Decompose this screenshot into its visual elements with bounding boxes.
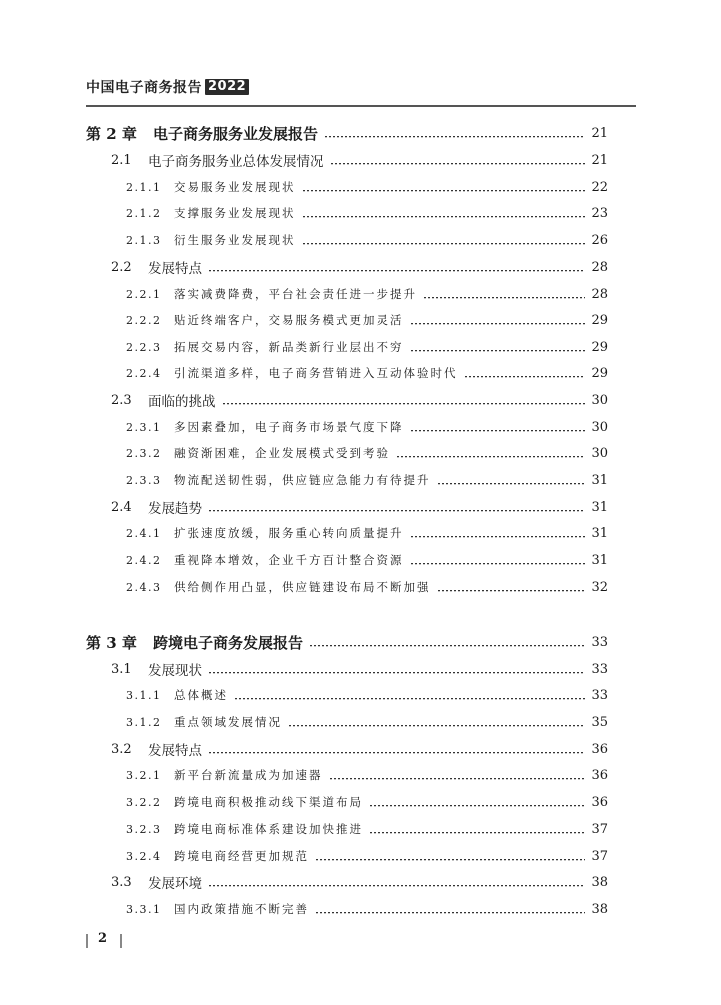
toc-entry[interactable]: [0, 898, 721, 920]
toc-leader-dots: [302, 216, 585, 219]
toc-entry[interactable]: [0, 522, 721, 544]
toc-entry-page: 32: [591, 579, 608, 595]
toc-entry-title: 电子商务服务业总体发展情况: [148, 154, 324, 170]
toc-entry-number: 3.2.4: [126, 849, 162, 863]
toc-leader-dots: [234, 698, 585, 701]
toc-entry[interactable]: [0, 549, 721, 571]
toc-leader-dots: [423, 297, 585, 300]
toc-entry-number: 第 2 章: [86, 124, 137, 143]
toc-entry-page: 26: [591, 232, 608, 248]
toc-entry-title: 跨境电商标准体系建设加快推进: [174, 822, 363, 836]
toc-entry-number: 3.1.2: [126, 715, 162, 729]
toc-entry-title: 贴近终端客户，交易服务模式更加灵活: [174, 313, 404, 327]
toc-leader-dots: [315, 912, 585, 915]
toc-entry-page: 29: [591, 339, 608, 355]
toc-entry[interactable]: [0, 336, 721, 358]
toc-entry-page: 31: [591, 525, 608, 541]
toc-entry-title: 发展环境: [148, 876, 202, 892]
toc-entry-title: 融资渐困难，企业发展模式受到考验: [174, 446, 390, 460]
toc-entry-number: 2.1.1: [126, 180, 162, 194]
toc-entry-title: 跨境电商积极推动线下渠道布局: [174, 795, 363, 809]
toc-entry-page: 21: [591, 152, 608, 168]
toc-entry-number: 2.4.3: [126, 580, 162, 594]
toc-entry-page: 28: [591, 286, 608, 302]
toc-entry-number: 2.4: [111, 499, 132, 515]
toc-entry[interactable]: [0, 416, 721, 438]
toc-leader-dots: [396, 456, 585, 459]
toc-entry-page: 31: [591, 499, 608, 515]
toc-leader-dots: [410, 430, 585, 433]
toc-entry[interactable]: [0, 362, 721, 384]
toc-leader-dots: [288, 725, 585, 728]
toc-entry-number: 2.3.1: [126, 420, 162, 434]
toc-entry-number: 第 3 章: [86, 633, 137, 652]
toc-entry[interactable]: [0, 845, 721, 867]
toc-entry-number: 3.2.1: [126, 768, 162, 782]
toc-entry-number: 3.2: [111, 741, 132, 757]
toc-entry-page: 35: [591, 714, 608, 730]
toc-entry-title: 落实减费降费，平台社会责任进一步提升: [174, 287, 417, 301]
toc-entry[interactable]: [0, 256, 721, 278]
toc-leader-dots: [464, 376, 585, 379]
toc-entry-title: 国内政策措施不断完善: [174, 902, 309, 916]
toc-entry-page: 33: [591, 687, 608, 703]
toc-leader-dots: [222, 403, 585, 406]
toc-entry[interactable]: [0, 684, 721, 706]
toc-entry[interactable]: [0, 149, 721, 171]
toc-entry[interactable]: [0, 283, 721, 305]
toc-entry-number: 2.3.2: [126, 446, 162, 460]
footer-right-bar: [120, 934, 122, 948]
toc-leader-dots: [437, 590, 585, 593]
toc-entry-number: 3.1: [111, 661, 132, 677]
toc-leader-dots: [208, 672, 585, 675]
toc-entry-page: 38: [591, 874, 608, 890]
toc-entry-page: 30: [591, 392, 608, 408]
toc-entry-title: 支撑服务业发展现状: [174, 206, 296, 220]
toc-entry-title: 供给侧作用凸显，供应链建设布局不断加强: [174, 580, 431, 594]
toc-entry-title: 引流渠道多样，电子商务营销进入互动体验时代: [174, 366, 458, 380]
toc-entry-page: 30: [591, 419, 608, 435]
toc-entry-title: 衍生服务业发展现状: [174, 233, 296, 247]
toc-entry-number: 3.3: [111, 874, 132, 890]
toc-leader-dots: [208, 270, 585, 273]
toc-entry-title: 面临的挑战: [148, 394, 216, 410]
toc-entry-number: 2.3: [111, 392, 132, 408]
toc-entry-page: 31: [591, 552, 608, 568]
toc-entry[interactable]: [0, 469, 721, 491]
toc-entry-title: 物流配送韧性弱，供应链应急能力有待提升: [174, 473, 431, 487]
report-title: 中国电子商务报告: [86, 80, 202, 96]
toc-entry[interactable]: [0, 711, 721, 733]
toc-entry-number: 2.2.4: [126, 366, 162, 380]
toc-entry-title: 重视降本增效，企业千方百计整合资源: [174, 553, 404, 567]
toc-leader-dots: [324, 136, 585, 139]
toc-entry-number: 2.1: [111, 152, 132, 168]
toc-entry-title: 重点领域发展情况: [174, 715, 282, 729]
toc-entry[interactable]: [0, 818, 721, 840]
toc-leader-dots: [329, 778, 585, 781]
toc-entry-title: 跨境电子商务发展报告: [153, 633, 304, 652]
toc-entry-number: 2.4.2: [126, 553, 162, 567]
toc-entry-page: 29: [591, 312, 608, 328]
toc-entry[interactable]: [0, 631, 721, 653]
toc-leader-dots: [410, 323, 585, 326]
toc-leader-dots: [369, 805, 585, 808]
toc-entry-number: 2.1.2: [126, 206, 162, 220]
toc-entry[interactable]: [0, 658, 721, 680]
toc-entry[interactable]: [0, 202, 721, 224]
toc-leader-dots: [410, 536, 585, 539]
toc-entry[interactable]: [0, 389, 721, 411]
toc-entry-number: 3.2.3: [126, 822, 162, 836]
toc-entry[interactable]: [0, 764, 721, 786]
toc-entry-title: 拓展交易内容，新品类新行业层出不穷: [174, 340, 404, 354]
toc-entry-title: 扩张速度放缓，服务重心转向质量提升: [174, 526, 404, 540]
toc-entry-page: 36: [591, 767, 608, 783]
toc-leader-dots: [208, 510, 585, 513]
toc-entry-page: 36: [591, 794, 608, 810]
toc-entry[interactable]: [0, 871, 721, 893]
toc-leader-dots: [309, 645, 585, 648]
toc-entry[interactable]: [0, 309, 721, 331]
toc-entry[interactable]: [0, 576, 721, 598]
toc-entry-number: 3.2.2: [126, 795, 162, 809]
toc-entry-number: 2.2.2: [126, 313, 162, 327]
toc-entry-title: 跨境电商经营更加规范: [174, 849, 309, 863]
toc-entry-page: 22: [591, 179, 608, 195]
toc-leader-dots: [208, 885, 585, 888]
toc-entry-title: 交易服务业发展现状: [174, 180, 296, 194]
toc-entry-number: 3.1.1: [126, 688, 162, 702]
page-number: 2: [98, 931, 108, 946]
toc-entry[interactable]: [0, 496, 721, 518]
toc-entry-title: 发展趋势: [148, 501, 202, 517]
toc-entry-page: 30: [591, 445, 608, 461]
toc-entry[interactable]: [0, 442, 721, 464]
toc-entry-title: 新平台新流量成为加速器: [174, 768, 323, 782]
toc-entry-number: 2.4.1: [126, 526, 162, 540]
toc-entry-page: 21: [591, 125, 608, 141]
toc-entry[interactable]: [0, 738, 721, 760]
toc-leader-dots: [330, 163, 585, 166]
toc-entry-page: 31: [591, 472, 608, 488]
toc-entry-page: 33: [591, 634, 608, 650]
toc-entry-number: 2.2: [111, 259, 132, 275]
toc-entry-number: 3.3.1: [126, 902, 162, 916]
toc-entry-page: 38: [591, 901, 608, 917]
toc-entry-title: 多因素叠加，电子商务市场景气度下降: [174, 420, 404, 434]
toc-leader-dots: [410, 350, 585, 353]
toc-entry-number: 2.2.1: [126, 287, 162, 301]
toc-leader-dots: [302, 190, 585, 193]
toc-entry[interactable]: [0, 791, 721, 813]
toc-entry-page: 33: [591, 661, 608, 677]
toc-leader-dots: [302, 243, 585, 246]
toc-entry-page: 37: [591, 848, 608, 864]
toc-entry-title: 总体概述: [174, 688, 228, 702]
footer-left-bar: [86, 934, 88, 948]
toc-leader-dots: [315, 859, 585, 862]
toc-entry-number: 2.2.3: [126, 340, 162, 354]
toc-entry-number: 2.1.3: [126, 233, 162, 247]
toc-entry-page: 28: [591, 259, 608, 275]
toc-entry-title: 发展特点: [148, 261, 202, 277]
toc-entry-page: 23: [591, 205, 608, 221]
toc-leader-dots: [437, 483, 585, 486]
toc-entry-page: 37: [591, 821, 608, 837]
toc-entry[interactable]: [0, 122, 721, 144]
toc-entry[interactable]: [0, 229, 721, 251]
toc-entry-title: 电子商务服务业发展报告: [153, 124, 319, 143]
toc-entry-page: 29: [591, 365, 608, 381]
report-year-badge: 2022: [205, 79, 249, 95]
toc-entry-number: 2.3.3: [126, 473, 162, 487]
toc-leader-dots: [208, 752, 585, 755]
toc-entry-title: 发展特点: [148, 743, 202, 759]
toc-entry-page: 36: [591, 741, 608, 757]
toc-leader-dots: [369, 832, 585, 835]
toc-leader-dots: [410, 563, 585, 566]
toc-entry-title: 发展现状: [148, 663, 202, 679]
toc-entry[interactable]: [0, 176, 721, 198]
